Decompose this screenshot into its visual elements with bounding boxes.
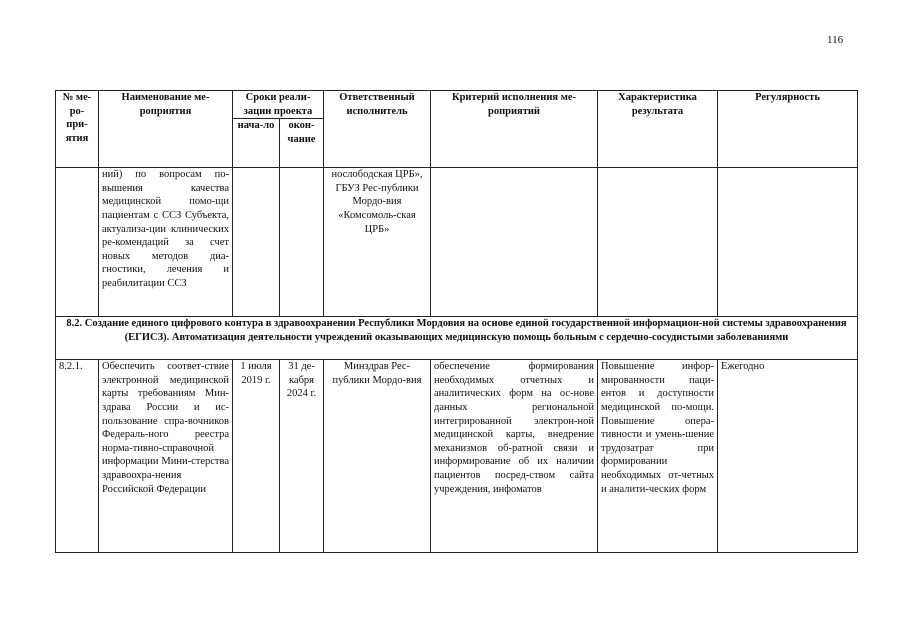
cell-criterion: обеспечение формирования необходимых отчетных и аналитических форм на ос-нове данных региональной интегрированной электрон-ной медицинской карты, внедрение механизмов об-ратной связи и информирование об их наличии пациентов посред-ством сайта учреждения, инфоматов [431, 360, 598, 553]
cell-empty [431, 168, 598, 317]
header-result: Характеристика результата [598, 91, 718, 168]
page-number: 116 [827, 34, 844, 46]
cell-end: 31 де-кабря 2024 г. [280, 360, 324, 553]
header-regularity: Регулярность [718, 91, 858, 168]
section-title: 8.2. Создание единого цифрового контура в здравоохранении Республики Мордовия на основе единой государственной информацион-ной системы здравоохранения (ЕГИСЗ). Автоматизация деятельности учреждений оказывающих медицинскую помощь больным с сердечно-сосудистыми заболеваниями [56, 317, 858, 360]
cell-empty [56, 168, 99, 317]
header-row-1 [56, 91, 858, 119]
section-row [56, 317, 858, 360]
cell-empty [598, 168, 718, 317]
cell-executor: Минздрав Рес-публики Мордо-вия [324, 360, 431, 553]
header-criterion: Критерий исполнения ме-роприятий [431, 91, 598, 168]
header-name: Наименование ме-роприятия [99, 91, 233, 168]
cell-executor-continued: нослободская ЦРБ», ГБУЗ Рес-публики Мордо-вия «Комсомоль-ская ЦРБ» [324, 168, 431, 317]
cell-name: Обеспечить соответ-ствие электронной медицинской карты требованиям Мин-здрава России и ис-пользование спра-вочников Федераль-ного реестра норма-тивно-справочной информации Мини-стерства здравоохра-нения Российской Федерации [99, 360, 233, 553]
cell-empty [233, 168, 280, 317]
header-executor: Ответственный исполнитель [324, 91, 431, 168]
cell-empty [280, 168, 324, 317]
table-row-821 [56, 360, 858, 553]
cell-result: Повышение инфор-мированности паци-ентов и доступности медицинской по-мощи. Повышение опера-тивности и умень-шение трудозатрат при формировании необходимых от-четных и аналити-ческих форм [598, 360, 718, 553]
header-terms: Сроки реали-зации проекта [233, 91, 324, 119]
header-end: окон-чание [280, 119, 324, 168]
cell-start: 1 июля 2019 г. [233, 360, 280, 553]
plan-table [55, 90, 858, 553]
cell-empty [718, 168, 858, 317]
table-row-continued [56, 168, 858, 317]
cell-regularity: Ежегодно [718, 360, 858, 553]
cell-name-continued: ний) по вопросам по-вышения качества медицинской помо-щи пациентам с ССЗ Субъекта, актуализа-ции клинических ре-комендаций за счет новых методов диа-гностики, лечения и реабилитации ССЗ [99, 168, 233, 317]
header-num: № ме-ро-при-ятия [56, 91, 99, 168]
header-start: нача-ло [233, 119, 280, 168]
cell-num: 8.2.1. [56, 360, 99, 553]
